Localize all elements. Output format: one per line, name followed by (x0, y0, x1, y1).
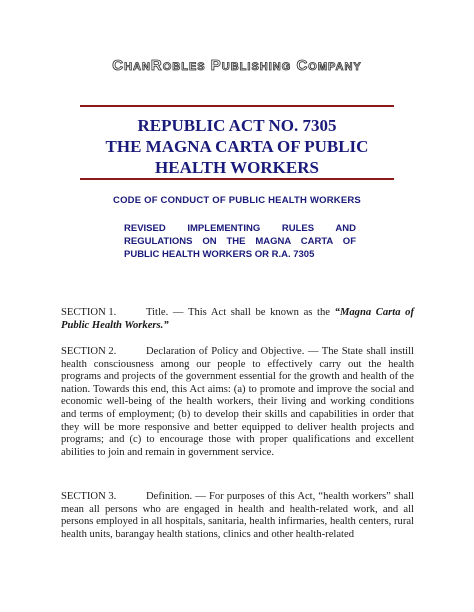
revised-irr-heading: REVISED IMPLEMENTING RULES AND REGULATIONS ON THE MAGNA CARTA OF PUBLIC HEALTH WORKERS OR R.A. 7305 (124, 223, 356, 260)
title-line-2: THE MAGNA CARTA OF PUBLIC (105, 137, 369, 156)
section-1-label: SECTION 1. (61, 307, 117, 318)
section-1-emphasis: “Magna Carta of Public Health Workers.” (61, 307, 414, 331)
code-of-conduct-heading: CODE OF CONDUCT OF PUBLIC HEALTH WORKERS (113, 195, 361, 206)
section-3-text: Definition. — For purposes of this Act, “health workers” shall mean all persons who are engaged in health and health-related work, and all persons employed in all hospitals, sanitaria, health infirmaries, health centers, rural health units, barangay health stations, clinics and other health-related (61, 491, 414, 540)
section-1-text: Title. — This Act shall be known as the (146, 307, 335, 318)
top-divider (80, 105, 394, 107)
section-2-label: SECTION 2. (61, 346, 117, 357)
publisher-header: ChanRobles Publishing Company (112, 57, 362, 74)
title-line-3: HEALTH WORKERS (155, 158, 319, 177)
section-3-label: SECTION 3. (61, 491, 117, 502)
bottom-divider (80, 178, 394, 180)
section-1 (61, 307, 414, 332)
title-line-1: REPUBLIC ACT NO. 7305 (137, 116, 337, 135)
section-2 (61, 346, 414, 459)
act-title (0, 115, 474, 178)
section-2-text: Declaration of Policy and Objective. — The State shall instill health consciousness among our people to effectively carry out the health programs and projects of the government essential for the growth and health of the nation. Towards this end, this Act aims: (a) to promote and improve the social and economic well-being of the health workers, their living and working conditions and terms of employment; (b) to develop their skills and capabilities in order that they will be more responsive and better equipped to deliver health projects and programs; and (c) to encourage those with proper qualifications and excellent abilities to join and remain in government service. (61, 346, 414, 458)
section-3 (61, 491, 414, 541)
